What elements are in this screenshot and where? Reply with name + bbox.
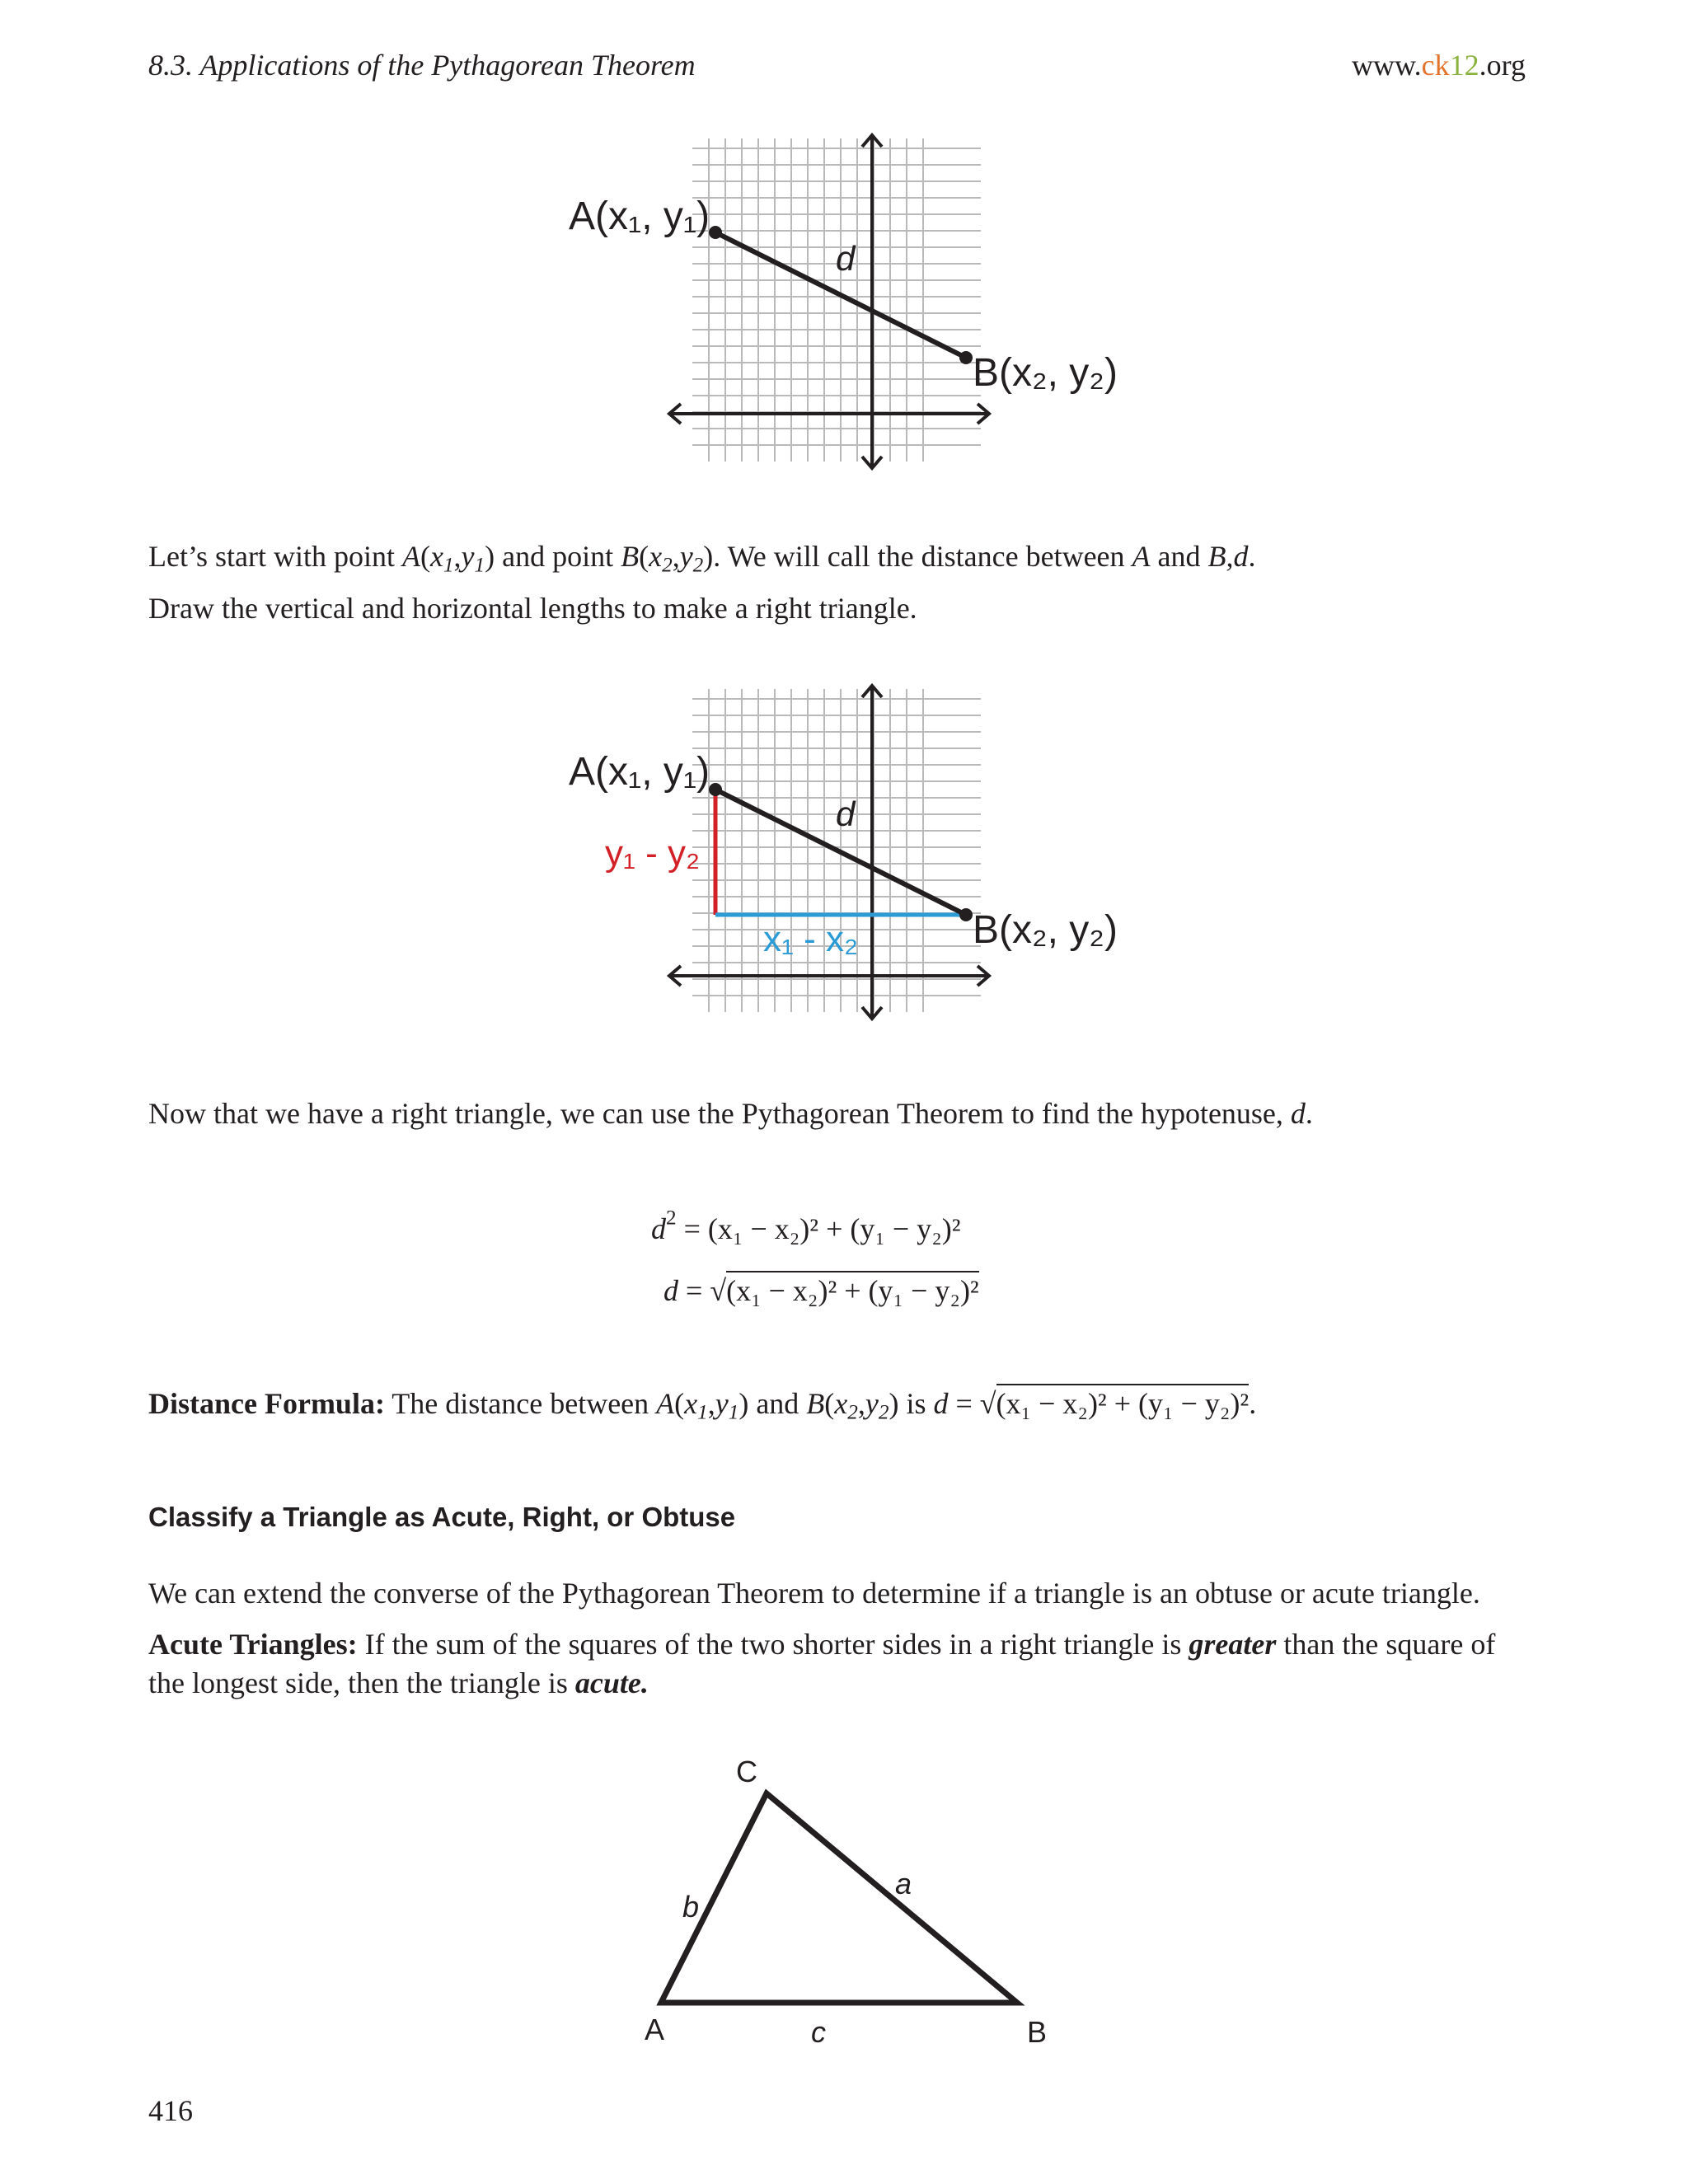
site-link[interactable]	[1352, 48, 1526, 82]
page-number: 416	[148, 2094, 193, 2127]
point-a	[709, 226, 722, 239]
para-converse: We can extend the converse of the Pythagorean Theorem to determine if a triangle is an obtuse or acute triangle.	[148, 1577, 1480, 1610]
label-point-b: B(x₂, y₂)	[973, 908, 1118, 952]
side-c-label: c	[811, 2015, 826, 2049]
site-prefix: www.	[1352, 49, 1422, 82]
site-suffix: .org	[1479, 49, 1526, 82]
sqrt-sign: √	[979, 1387, 996, 1420]
section-title: 8.3. Applications of the Pythagorean Theorem	[148, 49, 696, 82]
label-point-a: A(x₁, y₁)	[569, 194, 710, 238]
vertex-c-label: C	[736, 1755, 757, 1788]
acute-definition-line2: the longest side, then the triangle is acute.	[148, 1666, 649, 1699]
label-x-difference: x₁ - x₂	[763, 919, 859, 959]
side-a-label: a	[895, 1867, 912, 1900]
axes	[669, 135, 989, 468]
acute-triangle-figure	[610, 1731, 1088, 2060]
section-heading: Classify a Triangle as Acute, Right, or Obtuse	[148, 1502, 736, 1532]
site-ck: ck	[1421, 49, 1450, 82]
equation-d: d = √(x₁ − x₂)² + (y₁ − y₂)²	[663, 1273, 979, 1308]
sqrt-sign: √	[710, 1274, 727, 1307]
triangle-shape	[661, 1793, 1017, 2003]
label-point-b: B(x₂, y₂)	[973, 351, 1118, 395]
para-draw: Draw the vertical and horizontal lengths to make a right triangle.	[148, 592, 917, 625]
equation-d-squared: $d^2 = (x_1 - x_2)^2 + (y_1 - y_2)^2$	[651, 1207, 961, 1245]
point-a	[709, 783, 722, 796]
label-y-difference: y₁ - y₂	[605, 833, 701, 874]
acute-definition-line1: Acute Triangles: If the sum of the squares of the two shorter sides in a right triangle is greater than the square of	[148, 1628, 1496, 1661]
point-b	[959, 351, 973, 364]
vertex-a-label: A	[645, 2013, 665, 2046]
site-12: 12	[1449, 49, 1479, 82]
distance-figure-2	[544, 674, 1137, 1037]
side-b-label: b	[682, 1890, 700, 1924]
point-b	[959, 908, 973, 921]
distance-formula: Distance Formula: The distance between $A(x_1,y_1)$ and $B(x_2,y_2)$ is d = √(x₁ − x₂)² + (y₁ − y₂)².	[148, 1385, 1256, 1432]
label-d: d	[836, 794, 856, 833]
vertex-b-label: B	[1027, 2015, 1048, 2049]
label-d: d	[836, 239, 856, 278]
para-start: Let’s start with point $A(x_1,y_1)$ and point $B(x_2,y_2)$. We will call the distance between A and B,d.	[148, 540, 1256, 577]
label-point-a: A(x₁, y₁)	[569, 750, 710, 794]
distance-figure-1	[544, 124, 1137, 486]
para-hypotenuse: Now that we have a right triangle, we can use the Pythagorean Theorem to find the hypotenuse, d.	[148, 1097, 1313, 1130]
